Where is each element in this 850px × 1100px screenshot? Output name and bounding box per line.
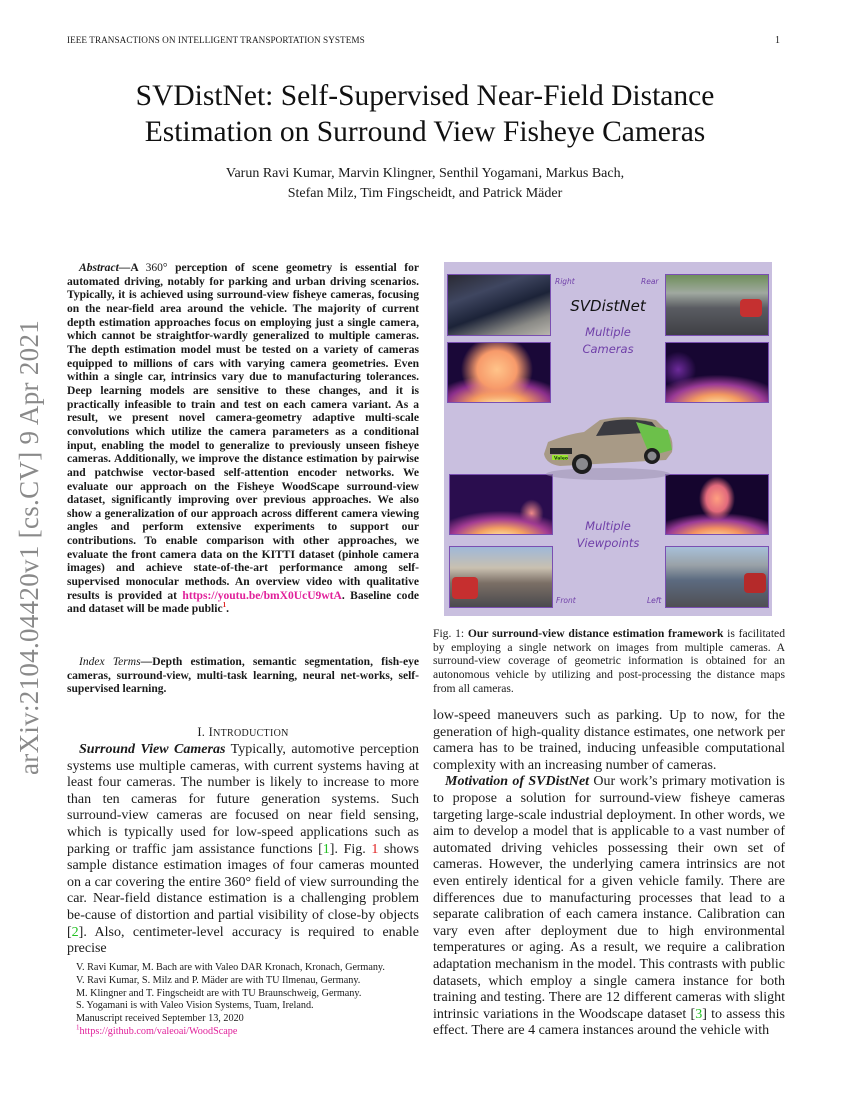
paper-title-line-1: SVDistNet: Self-Supervised Near-Field Distance (135, 80, 715, 112)
footnotes (76, 962, 385, 1039)
author-line-1: Varun Ravi Kumar, Marvin Klingner, Senthil Yogamani, Markus Bach, (225, 166, 625, 181)
index-terms (67, 656, 419, 697)
paragraph-motivation (433, 774, 785, 1040)
car-image (538, 410, 678, 482)
affiliation-note: S. Yogamani is with Valeo Vision Systems, Tuam, Ireland. (76, 1000, 314, 1012)
paper-title-line-2: Estimation on Surround View Fisheye Cameras (144, 116, 706, 148)
label-right: Right (555, 277, 575, 286)
footnote-link-line (76, 1023, 385, 1039)
author-line-2: Stefan Milz, Tim Fingscheidt, and Patrick Mäder (287, 186, 563, 201)
degree-symbol-text: 360° (145, 262, 168, 274)
abstract-label: Abstract— (79, 262, 131, 274)
label-rear: Rear (641, 277, 659, 286)
page-number: 1 (775, 35, 780, 46)
figure-subtitle-multiple-cameras (444, 324, 772, 358)
intro-text: Typically, automotive perception systems use multiple cameras, with current systems having at least four cameras. The number is likely to increase to more than ten cameras for future generation systems. Such surround-view cameras are focused on near field sensing, which is typically used for low-speed applications such as parking or traffic jam assistance functions [ (67, 742, 420, 857)
motivation-text: ] to assess this effect. There are 4 camera instances around the vehicle with (433, 1006, 786, 1039)
citation-link-1[interactable]: 1 (322, 841, 330, 857)
figure-1-caption (433, 627, 785, 696)
subtitle-line: Multiple (585, 519, 631, 533)
affiliation-note: M. Klingner and T. Fingscheidt are with TU Braunschweig, Germany. (76, 987, 362, 999)
footnote-mark-link[interactable]: 1 (222, 601, 227, 610)
caption-text: is facilitated by employing a single network on images from multiple cameras. A surround-view coverage of geometric information is obtained for an autonomous vehicle by utilizing and post-processing the distance maps from all cameras. (433, 627, 785, 695)
affiliation-note: V. Ravi Kumar, S. Milz and P. Mäder are with TU Ilmenau, Germany. (76, 974, 361, 986)
left-camera-image (665, 546, 769, 608)
paragraph-lead-motivation: Motivation of SVDistNet (445, 774, 590, 790)
label-left: Left (647, 596, 662, 605)
arxiv-identifier-stamp: arXiv:2104.04420v1 [cs.CV] 9 Apr 2021 (14, 319, 44, 775)
abstract-text-body: perception of scene geometry is essential for automated driving, notably for parking and urban driving scenarios. Typically, it is achieved using surround-view fisheye cameras, focusing on the near-field area around the vehicle. The majority of current depth estimation approaches focus on employing just a single camera, which cannot be straightfor-wardly generalized to multiple cameras. The depth estimation model must be tested on a variety of cameras equipped to millions of cars with varying camera geometries. Even within a single car, intrinsics vary due to manufacturing tolerances. Deep learning models are sensitive to these changes, and it is practically infeasible to train and test on each camera variant. As a result, we present novel camera-geometry adaptive multi-scale convolutions which utilize the camera parameters as a conditional input, enabling the model to generalize to previously unseen fisheye cameras. Additionally, we improve the distance estimation by pairwise and patchwise vector-based self-attention encoder networks. We evaluate our approach on the Fisheye WoodScape surround-view dataset, significantly improving over previous approaches. We also show a generalization of our approach across different camera viewing angles and perform extensive experiments to support our contributions. To enable comparison with other approaches, we evaluate the front camera data on the KITTI dataset (pinhole camera images) and achieve state-of-the-art performance among self-supervised monocular methods. An overview video with qualitative results is provided at (67, 262, 419, 602)
manuscript-received-note: Manuscript received September 13, 2020 (76, 1013, 244, 1025)
affiliation-note: V. Ravi Kumar, M. Bach are with Valeo DAR Kronach, Kronach, Germany. (76, 962, 385, 973)
running-header-journal: IEEE TRANSACTIONS ON INTELLIGENT TRANSPORTATION SYSTEMS (67, 35, 365, 45)
figure-ref-link-1[interactable]: 1 (371, 841, 379, 857)
github-link[interactable]: https://github.com/valeoai/WoodScape (79, 1025, 238, 1037)
motivation-text: Our work’s primary motivation is to propose a solution for surround-view fisheye cameras targeting large-scale industrial deployment. In other words, we aim to develop a model that is applicable to a vast number of automated driving vehicles possessing their own set of cameras. However, the underlying camera intrinsics are not even entirely identical for a given vehicle family. There are differences due to manufacturing processes that lead to a separate calibration of each camera instance. Calibration can vary even after deployment due to high environmental temperatures or aging. As a result, we require a calibration adaptation mechanism in the model. This contrasts with public datasets, which employ a single camera instance for both training and testing. There are 12 different cameras with slight intrinsic variations in the Woodscape dataset [ (433, 774, 785, 1022)
intro-text: shows sample distance estimation images of four cameras mounted on a car covering the entire 360° field of view surrounding the car. Near-field distance estimation is a challenging problem be-cause of distortion and partial visibility of close-by objects [ (67, 841, 419, 940)
paragraph-lead-surround-view: Surround View Cameras (79, 742, 226, 757)
index-terms-label: Index Terms (79, 656, 141, 668)
figure-1-svdistnet-overview (444, 262, 772, 616)
paper-title (0, 78, 850, 150)
abstract-period: . (226, 603, 229, 616)
footnote-mark: 1 (76, 1023, 80, 1032)
intro-text: ]. Also, centimeter-level accuracy is required to enable precise (67, 924, 419, 957)
section-title-initial: I (208, 725, 214, 739)
index-terms-text: —Depth estimation, semantic segmentation, fish-eye cameras, surround-view, multi-task learning, neural net-works, self-supervised learning. (67, 656, 419, 696)
introduction-right-column (433, 708, 785, 1040)
introduction-paragraph (67, 742, 419, 958)
caption-bold-text: Our surround-view distance estimation framework (467, 627, 724, 640)
figure-title: SVDistNet (570, 297, 646, 315)
citation-link-2[interactable]: 2 (71, 924, 79, 940)
abstract (67, 262, 419, 617)
video-link[interactable]: https://youtu.be/bmX0UcU9wtA (182, 589, 342, 602)
valeo-badge-text: Valeo (554, 456, 568, 462)
intro-text: ]. Fig. (329, 841, 372, 857)
section-title-rest: NTRODUCTION (213, 728, 289, 739)
label-front: Front (556, 596, 576, 605)
caption-label: Fig. 1: (433, 627, 468, 640)
abstract-text-tail: . Baseline code and dataset will be made public (67, 589, 419, 616)
citation-link-3[interactable]: 3 (695, 1006, 703, 1022)
subtitle-line: Viewpoints (576, 536, 640, 550)
abstract-text: A (130, 262, 146, 274)
author-list (0, 164, 850, 204)
front-camera-image (449, 546, 553, 608)
subtitle-line: Multiple (585, 325, 631, 339)
figure-subtitle-multiple-viewpoints (444, 518, 772, 552)
section-heading-introduction (67, 725, 419, 740)
subtitle-line: Cameras (582, 342, 634, 356)
section-number: I. (197, 725, 209, 739)
paragraph-continuation: low-speed maneuvers such as parking. Up to now, for the generation of high-quality distance estimates, one network per camera has to be trained, inducing unfeasible computational complexity with an increasing number of cameras. (433, 708, 785, 773)
